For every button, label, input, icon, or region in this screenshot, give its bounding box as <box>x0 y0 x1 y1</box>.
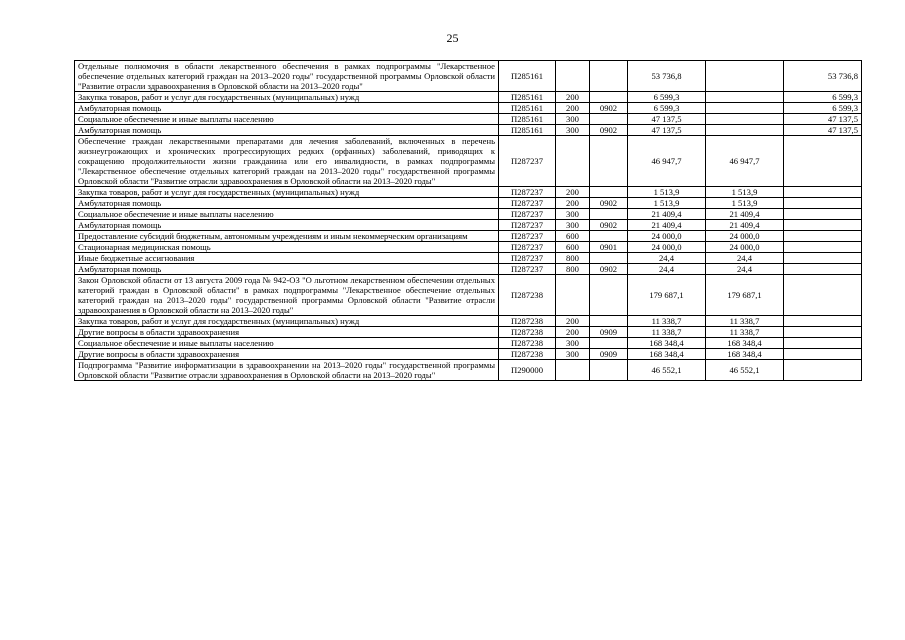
row-section-cell <box>590 114 628 125</box>
table-row <box>75 316 862 327</box>
row-amount-3-cell <box>784 209 862 220</box>
row-amount-2-cell: 168 348,4 <box>706 349 784 360</box>
row-amount-1-cell: 1 513,9 <box>628 198 706 209</box>
row-code-cell: П287237 <box>499 253 556 264</box>
row-amount-1-cell: 24,4 <box>628 264 706 275</box>
row-amount-1-cell: 24 000,0 <box>628 231 706 242</box>
row-name-cell: Социальное обеспечение и иные выплаты населению <box>75 114 499 125</box>
row-code-cell: П287238 <box>499 349 556 360</box>
row-amount-1-cell: 21 409,4 <box>628 209 706 220</box>
row-name-cell: Закон Орловской области от 13 августа 2009 года № 942-ОЗ "О льготном лекарственном обеспечении отдельных категорий граждан в Орловской области" в рамках подпрограммы "Лекарственное обеспечение отдельных категорий граждан на 2013–2020 годы" государственной программы Орловской области "Развитие отрасли здравоохранения в Орловской области на 2013–2020 годы" <box>75 275 499 316</box>
row-expense-type-cell: 300 <box>556 338 590 349</box>
row-name-cell: Закупка товаров, работ и услуг для государственных (муниципальных) нужд <box>75 316 499 327</box>
row-expense-type-cell: 300 <box>556 114 590 125</box>
row-name-cell: Закупка товаров, работ и услуг для государственных (муниципальных) нужд <box>75 92 499 103</box>
row-amount-3-cell <box>784 327 862 338</box>
row-name-cell: Амбулаторная помощь <box>75 103 499 114</box>
row-code-cell: П285161 <box>499 114 556 125</box>
row-amount-2-cell: 46 552,1 <box>706 360 784 381</box>
row-amount-2-cell: 1 513,9 <box>706 198 784 209</box>
row-amount-2-cell: 24 000,0 <box>706 242 784 253</box>
row-amount-1-cell: 1 513,9 <box>628 187 706 198</box>
row-name-cell: Подпрограмма "Развитие информатизации в здравоохранении на 2013–2020 годы" государственной программы Орловской области "Развитие отрасли здравоохранения в Орловской области на 2013–2020 годы" <box>75 360 499 381</box>
row-expense-type-cell <box>556 275 590 316</box>
row-amount-2-cell: 179 687,1 <box>706 275 784 316</box>
table-row <box>75 349 862 360</box>
row-name-cell: Отдельные полномочия в области лекарственного обеспечения в рамках подпрограммы "Лекарственное обеспечение отдельных категорий граждан на 2013–2020 годы" государственной программы Орловской области "Развитие отрасли здравоохранения в Орловской области на 2013–2020 годы" <box>75 61 499 92</box>
row-code-cell: П287238 <box>499 316 556 327</box>
row-section-cell <box>590 61 628 92</box>
row-code-cell: П285161 <box>499 125 556 136</box>
row-amount-3-cell <box>784 187 862 198</box>
table-row <box>75 61 862 92</box>
row-code-cell: П287238 <box>499 275 556 316</box>
row-expense-type-cell: 300 <box>556 349 590 360</box>
row-amount-3-cell <box>784 264 862 275</box>
row-expense-type-cell: 200 <box>556 103 590 114</box>
row-expense-type-cell: 300 <box>556 220 590 231</box>
row-code-cell: П287237 <box>499 231 556 242</box>
row-amount-3-cell <box>784 360 862 381</box>
row-amount-2-cell: 168 348,4 <box>706 338 784 349</box>
table-row <box>75 103 862 114</box>
row-name-cell: Другие вопросы в области здравоохранения <box>75 349 499 360</box>
row-expense-type-cell: 200 <box>556 187 590 198</box>
row-section-cell: 0902 <box>590 125 628 136</box>
row-amount-1-cell: 179 687,1 <box>628 275 706 316</box>
row-amount-3-cell <box>784 198 862 209</box>
row-amount-2-cell: 21 409,4 <box>706 209 784 220</box>
row-amount-1-cell: 6 599,3 <box>628 103 706 114</box>
row-amount-1-cell: 168 348,4 <box>628 349 706 360</box>
row-amount-2-cell: 46 947,7 <box>706 136 784 187</box>
row-section-cell <box>590 275 628 316</box>
row-amount-1-cell: 46 552,1 <box>628 360 706 381</box>
row-code-cell: П285161 <box>499 103 556 114</box>
row-expense-type-cell: 800 <box>556 264 590 275</box>
row-section-cell <box>590 338 628 349</box>
row-section-cell <box>590 92 628 103</box>
row-amount-3-cell <box>784 275 862 316</box>
row-name-cell: Закупка товаров, работ и услуг для государственных (муниципальных) нужд <box>75 187 499 198</box>
row-amount-3-cell <box>784 242 862 253</box>
row-name-cell: Амбулаторная помощь <box>75 198 499 209</box>
budget-table <box>74 60 862 381</box>
row-code-cell: П287237 <box>499 264 556 275</box>
row-amount-1-cell: 47 137,5 <box>628 114 706 125</box>
row-amount-3-cell <box>784 231 862 242</box>
row-section-cell <box>590 253 628 264</box>
row-amount-1-cell: 47 137,5 <box>628 125 706 136</box>
row-section-cell: 0902 <box>590 198 628 209</box>
row-amount-2-cell: 1 513,9 <box>706 187 784 198</box>
table-row <box>75 327 862 338</box>
row-amount-3-cell <box>784 338 862 349</box>
row-code-cell: П287237 <box>499 187 556 198</box>
row-code-cell: П285161 <box>499 92 556 103</box>
row-expense-type-cell: 300 <box>556 209 590 220</box>
row-section-cell: 0902 <box>590 264 628 275</box>
row-code-cell: П287237 <box>499 198 556 209</box>
row-name-cell: Обеспечение граждан лекарственными препаратами для лечения заболеваний, включенных в перечень жизнеугрожающих и хронических прогрессирующих редких (орфанных) заболеваний, приводящих к сокращению продолжительности жизни гражданина или его инвалидности, в рамках подпрограммы "Лекарственное обеспечение отдельных категорий граждан на 2013–2020 годы" государственной программы Орловской области "Развитие отрасли здравоохранения в Орловской области на 2013–2020 годы" <box>75 136 499 187</box>
row-amount-3-cell: 6 599,3 <box>784 92 862 103</box>
row-amount-3-cell <box>784 316 862 327</box>
row-amount-1-cell: 46 947,7 <box>628 136 706 187</box>
row-expense-type-cell: 800 <box>556 253 590 264</box>
row-expense-type-cell: 300 <box>556 125 590 136</box>
table-row <box>75 209 862 220</box>
row-amount-2-cell: 24,4 <box>706 264 784 275</box>
row-section-cell <box>590 316 628 327</box>
table-row <box>75 264 862 275</box>
row-code-cell: П290000 <box>499 360 556 381</box>
row-section-cell: 0909 <box>590 327 628 338</box>
row-expense-type-cell <box>556 360 590 381</box>
row-amount-1-cell: 168 348,4 <box>628 338 706 349</box>
row-amount-2-cell: 11 338,7 <box>706 327 784 338</box>
table-row <box>75 198 862 209</box>
row-code-cell: П287237 <box>499 209 556 220</box>
table-row <box>75 275 862 316</box>
row-amount-1-cell: 11 338,7 <box>628 316 706 327</box>
row-amount-3-cell <box>784 220 862 231</box>
row-amount-3-cell: 47 137,5 <box>784 125 862 136</box>
row-name-cell: Предоставление субсидий бюджетным, автономным учреждениям и иным некоммерческим организациям <box>75 231 499 242</box>
row-name-cell: Амбулаторная помощь <box>75 220 499 231</box>
row-amount-3-cell: 6 599,3 <box>784 103 862 114</box>
row-section-cell <box>590 231 628 242</box>
row-expense-type-cell: 600 <box>556 242 590 253</box>
row-expense-type-cell: 600 <box>556 231 590 242</box>
row-expense-type-cell <box>556 136 590 187</box>
row-amount-2-cell: 24 000,0 <box>706 231 784 242</box>
row-code-cell: П285161 <box>499 61 556 92</box>
row-name-cell: Социальное обеспечение и иные выплаты населению <box>75 209 499 220</box>
row-amount-2-cell <box>706 103 784 114</box>
row-code-cell: П287238 <box>499 338 556 349</box>
table-row <box>75 360 862 381</box>
page-number: 25 <box>446 31 459 45</box>
row-amount-1-cell: 11 338,7 <box>628 327 706 338</box>
row-section-cell <box>590 209 628 220</box>
row-code-cell: П287237 <box>499 220 556 231</box>
row-amount-1-cell: 6 599,3 <box>628 92 706 103</box>
row-amount-2-cell: 21 409,4 <box>706 220 784 231</box>
row-amount-1-cell: 24 000,0 <box>628 242 706 253</box>
row-section-cell: 0901 <box>590 242 628 253</box>
row-amount-3-cell <box>784 253 862 264</box>
table-row <box>75 220 862 231</box>
table-row <box>75 125 862 136</box>
table-row <box>75 242 862 253</box>
table-row <box>75 187 862 198</box>
row-amount-1-cell: 53 736,8 <box>628 61 706 92</box>
row-section-cell: 0902 <box>590 220 628 231</box>
row-amount-3-cell <box>784 349 862 360</box>
budget-table-body <box>75 61 862 381</box>
table-row <box>75 136 862 187</box>
row-amount-2-cell <box>706 125 784 136</box>
row-amount-2-cell: 24,4 <box>706 253 784 264</box>
row-code-cell: П287238 <box>499 327 556 338</box>
row-name-cell: Социальное обеспечение и иные выплаты населению <box>75 338 499 349</box>
table-row <box>75 92 862 103</box>
row-section-cell <box>590 187 628 198</box>
row-section-cell: 0902 <box>590 103 628 114</box>
row-amount-2-cell <box>706 114 784 125</box>
row-section-cell: 0909 <box>590 349 628 360</box>
table-row <box>75 253 862 264</box>
row-section-cell <box>590 360 628 381</box>
row-amount-3-cell <box>784 136 862 187</box>
row-name-cell: Амбулаторная помощь <box>75 264 499 275</box>
row-section-cell <box>590 136 628 187</box>
row-name-cell: Стационарная медицинская помощь <box>75 242 499 253</box>
row-amount-3-cell: 47 137,5 <box>784 114 862 125</box>
row-expense-type-cell: 200 <box>556 327 590 338</box>
table-row <box>75 338 862 349</box>
row-amount-1-cell: 21 409,4 <box>628 220 706 231</box>
row-amount-2-cell <box>706 92 784 103</box>
table-row <box>75 231 862 242</box>
row-expense-type-cell: 200 <box>556 316 590 327</box>
row-name-cell: Иные бюджетные ассигнования <box>75 253 499 264</box>
row-expense-type-cell <box>556 61 590 92</box>
row-expense-type-cell: 200 <box>556 198 590 209</box>
row-amount-1-cell: 24,4 <box>628 253 706 264</box>
row-code-cell: П287237 <box>499 136 556 187</box>
table-row <box>75 114 862 125</box>
row-code-cell: П287237 <box>499 242 556 253</box>
row-name-cell: Амбулаторная помощь <box>75 125 499 136</box>
row-amount-2-cell: 11 338,7 <box>706 316 784 327</box>
row-name-cell: Другие вопросы в области здравоохранения <box>75 327 499 338</box>
row-amount-3-cell: 53 736,8 <box>784 61 862 92</box>
row-expense-type-cell: 200 <box>556 92 590 103</box>
row-amount-2-cell <box>706 61 784 92</box>
